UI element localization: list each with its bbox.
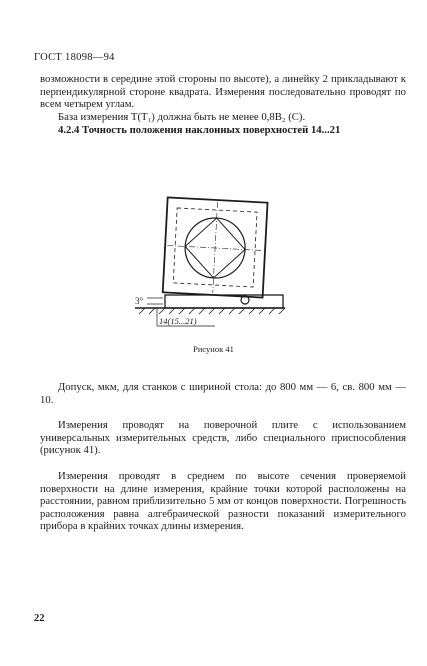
page-number: 22 — [34, 613, 45, 624]
figure-caption: Рисунок 41 — [193, 344, 234, 354]
paragraph-tolerance: Допуск, мкм, для станков с шириной стола: до 800 мм — 6, св. 800 мм — 10. — [40, 381, 406, 406]
figure-41 — [135, 190, 295, 350]
paragraph-measurement-method: Измерения проводят на поверочной плите с использованием универсальных измерительных средств, либо специального приспособления (рисунок 41). — [40, 419, 406, 456]
paragraph-continuation: возможности в середине этой стороны по высоте), а линейку 2 прикладывают к перпендикулярной стороне квадрата. Измерения последовательно проводят по всем четырем углам. — [40, 73, 406, 110]
part-label: 14(15...21) — [159, 316, 197, 326]
measurement-setup-drawing — [135, 190, 295, 350]
plate-hatching — [139, 308, 285, 314]
paragraph-measurement-base: База измерения T(T₁) должна быть не менее 0,8B₂ (С). — [58, 111, 306, 123]
angle-label: 3° — [135, 296, 144, 306]
paragraph-measurement-procedure: Измерения проводят в среднем по высоте сечения проверяемой поверхности на длине измерения, крайние точки которой расположены на расстоянии, равном приблизительно 5 мм от концов поверхности. Погрешность расположения равна алгебраической разности показаний измерительного прибора в крайних точках длины измерения. — [40, 470, 406, 532]
section-heading: 4.2.4 Точность положения наклонных поверхностей 14...21 — [58, 124, 341, 136]
tilted-part — [163, 197, 268, 297]
page-header: ГОСТ 18098—94 — [34, 52, 115, 63]
fixture-block — [165, 295, 283, 308]
